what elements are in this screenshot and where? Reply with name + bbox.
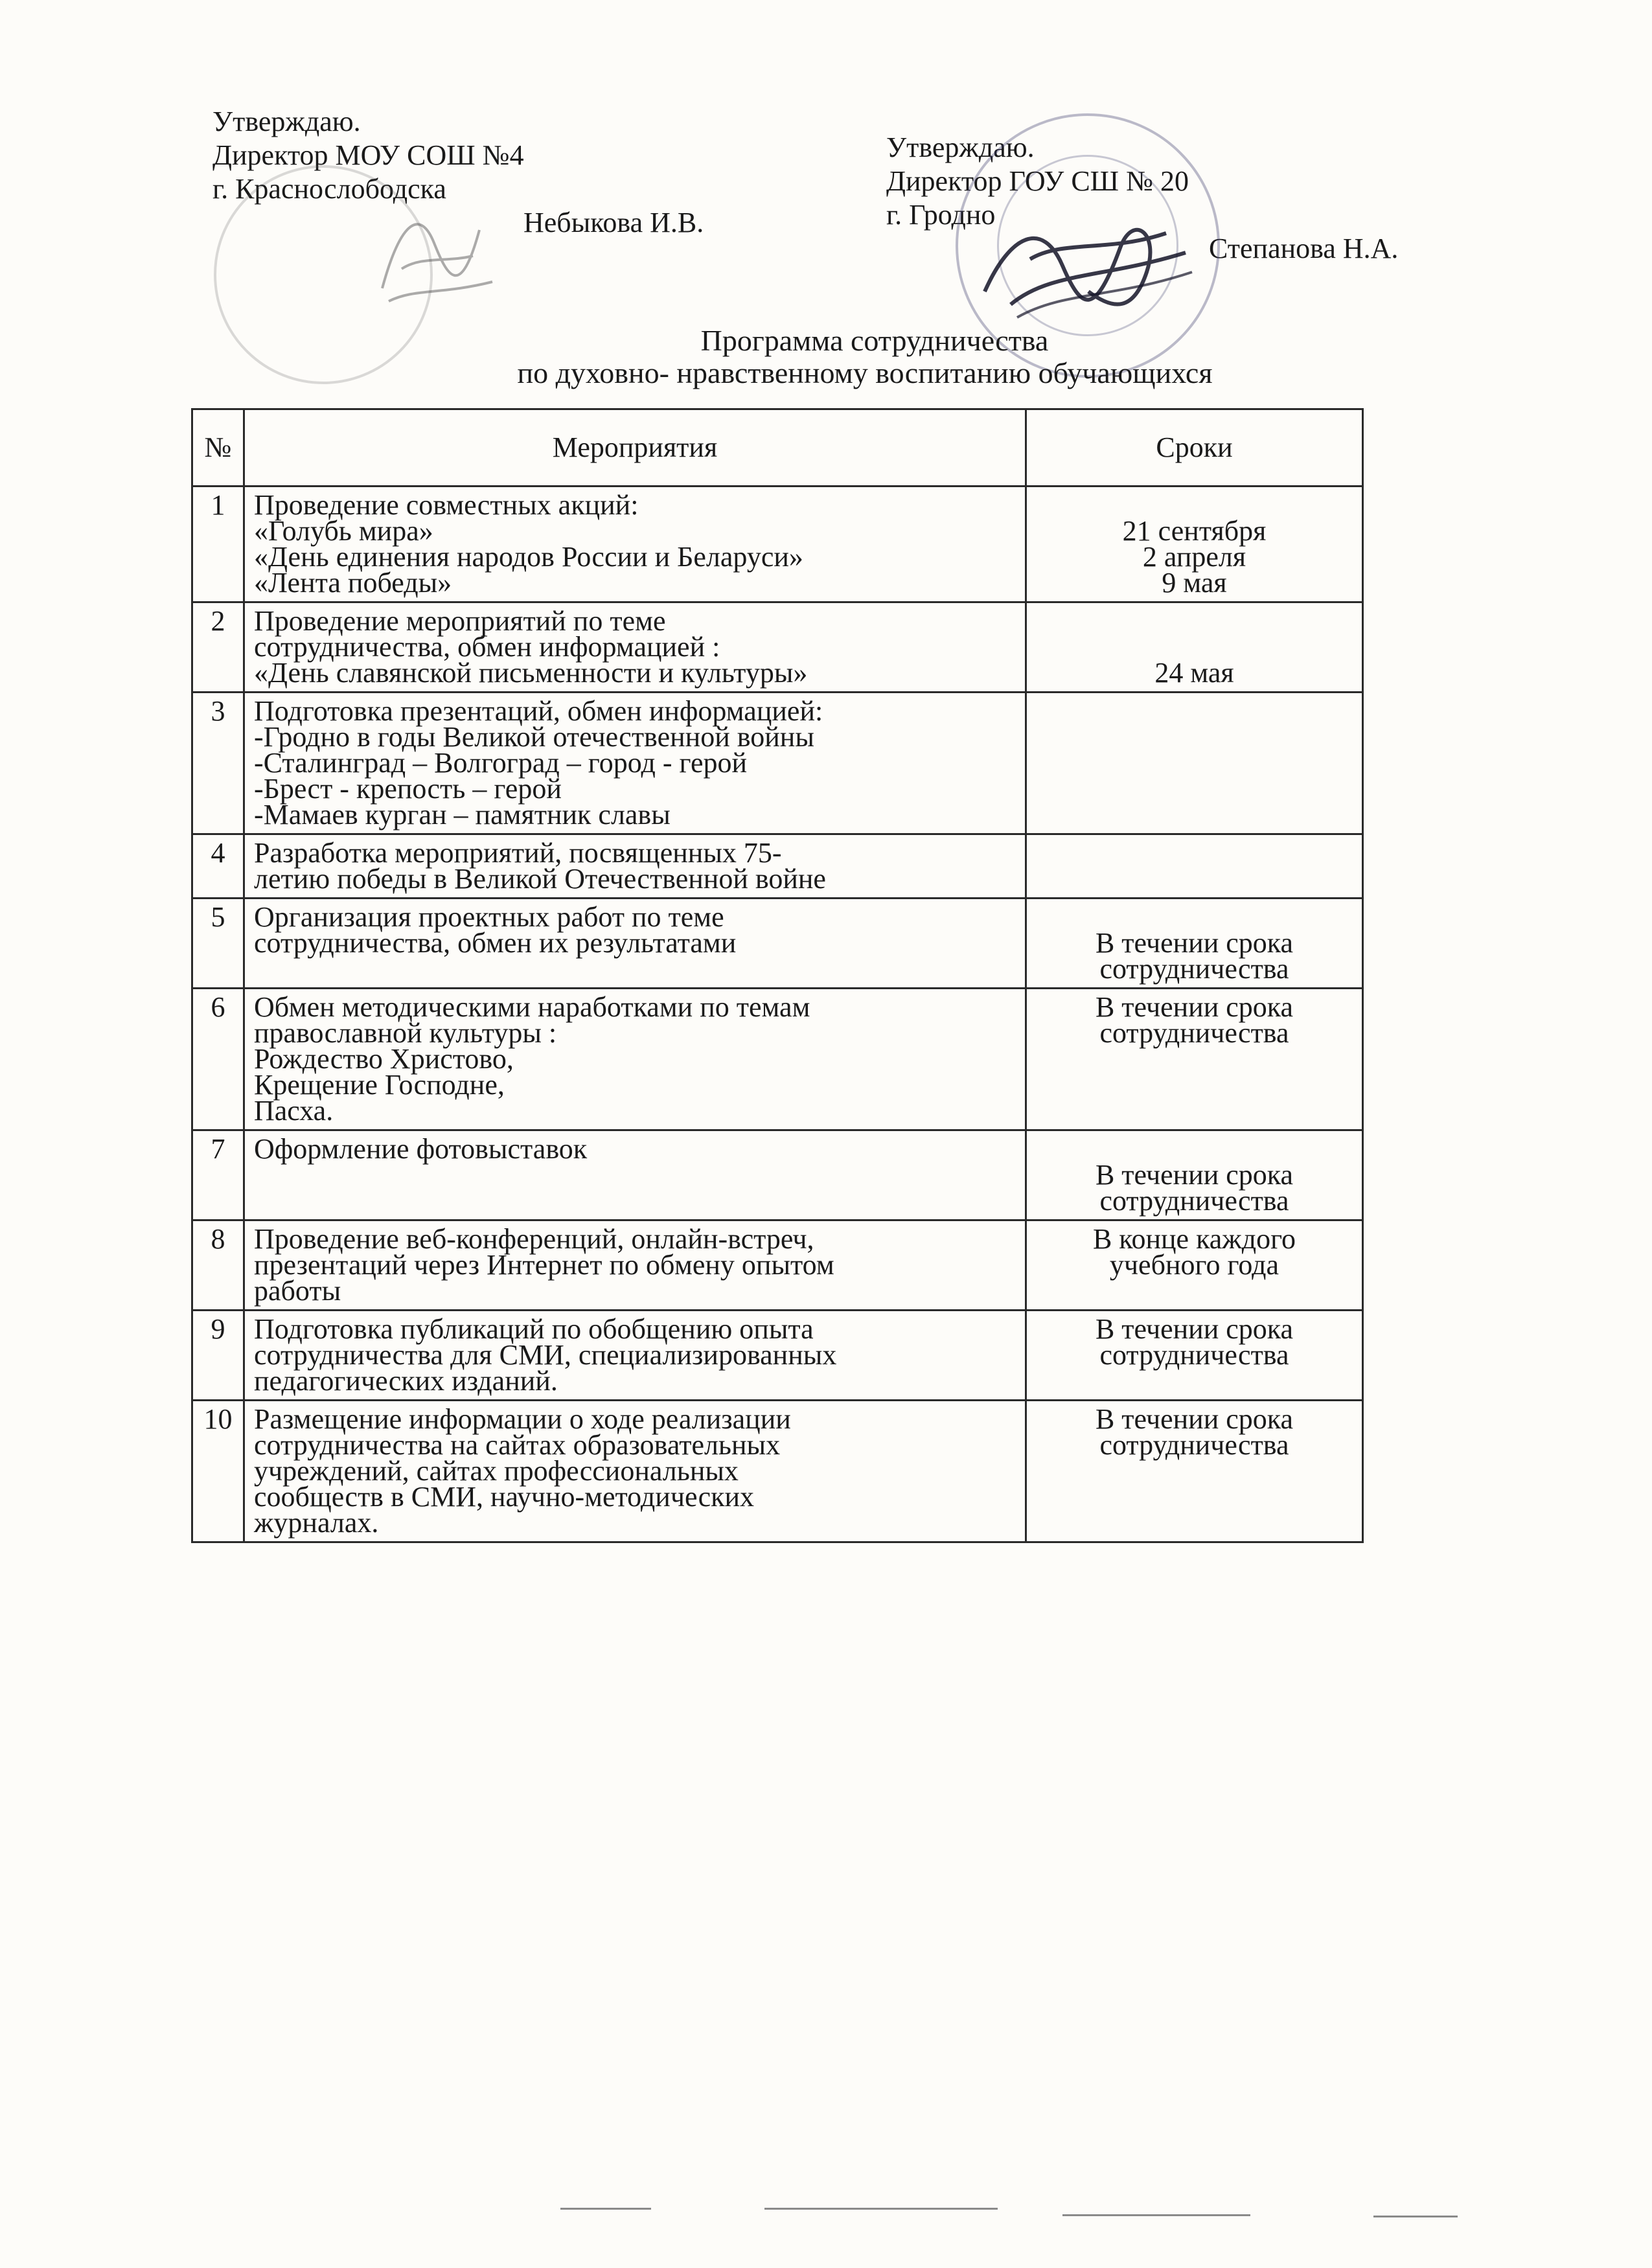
term-line: В течении срока <box>1095 1313 1294 1345</box>
term-cell <box>1026 693 1363 834</box>
row-number: 10 <box>192 1401 244 1542</box>
table-row <box>192 602 1363 693</box>
term-line: 9 мая <box>1162 567 1227 599</box>
table-row <box>192 1220 1363 1311</box>
event-cell <box>244 1130 1026 1220</box>
event-line: Оформление фотовыставок <box>254 1133 588 1165</box>
director-name: Небыкова И.В. <box>523 207 704 238</box>
table-row <box>192 1311 1363 1401</box>
row-number: 3 <box>192 693 244 834</box>
event-line: Крещение Господне, <box>254 1069 505 1101</box>
row-number: 6 <box>192 989 244 1130</box>
table-row <box>192 834 1363 899</box>
event-line: «День славянской письменности и культуры» <box>254 657 808 689</box>
document-subtitle: по духовно- нравственному воспитанию обучающихся <box>517 356 1213 389</box>
term-line: сотрудничества <box>1099 1429 1289 1461</box>
event-line: Пасха. <box>254 1095 334 1127</box>
term-line: 2 апреля <box>1142 541 1246 573</box>
document-title: Программа сотрудничества <box>700 324 1049 357</box>
footer-line <box>1062 2214 1250 2216</box>
event-line: учреждений, сайтах профессиональных <box>254 1455 739 1487</box>
term-line: сотрудничества <box>1099 1339 1289 1371</box>
term-line: В конце каждого <box>1092 1223 1296 1255</box>
event-line: «День единения народов России и Беларуси» <box>254 541 803 573</box>
row-number: 7 <box>192 1130 244 1220</box>
term-line: В течении срока <box>1095 1159 1294 1191</box>
event-line: «Лента победы» <box>254 567 452 599</box>
term-line: учебного года <box>1109 1249 1279 1281</box>
event-line: Обмен методическими наработками по темам <box>254 991 810 1023</box>
event-line: педагогических изданий. <box>254 1365 558 1397</box>
plan-table <box>191 408 1364 1543</box>
term-line: 21 сентября <box>1122 515 1267 547</box>
event-line: сотрудничества, обмен их результатами <box>254 927 737 959</box>
row-number: 4 <box>192 834 244 899</box>
term-line <box>1036 634 1353 660</box>
event-line: Подготовка презентаций, обмен информацией: <box>254 695 823 727</box>
term-cell <box>1026 1220 1363 1311</box>
director-town: г. Краснослободска <box>212 173 446 205</box>
event-line: -Брест - крепость – герой <box>254 773 562 805</box>
table-row <box>192 487 1363 602</box>
row-number: 5 <box>192 899 244 989</box>
event-cell <box>244 899 1026 989</box>
event-line: -Мамаев курган – памятник славы <box>254 799 671 830</box>
table-row <box>192 693 1363 834</box>
event-cell <box>244 1401 1026 1542</box>
event-cell <box>244 1220 1026 1311</box>
term-line: В течении срока <box>1095 927 1294 959</box>
signature-right <box>972 194 1205 343</box>
event-line: Рождество Христово, <box>254 1043 514 1075</box>
event-line: сотрудничества на сайтах образовательных <box>254 1429 781 1461</box>
term-cell <box>1026 487 1363 602</box>
director-position: Директор МОУ СОШ №4 <box>212 139 524 171</box>
event-line: Организация проектных работ по теме <box>254 901 724 933</box>
term-line: сотрудничества <box>1099 1017 1289 1049</box>
event-line: презентаций через Интернет по обмену опытом <box>254 1249 834 1281</box>
director-name: Степанова Н.А. <box>1209 233 1399 264</box>
header-events: Мероприятия <box>244 409 1026 487</box>
header-num: № <box>192 409 244 487</box>
director-town: г. Гродно <box>886 199 996 231</box>
event-line: сотрудничества, обмен информацией : <box>254 631 720 663</box>
table-header-row <box>192 409 1363 487</box>
event-line: Проведение мероприятий по теме <box>254 605 666 637</box>
term-line <box>1036 492 1353 518</box>
event-line: Размещение информации о ходе реализации <box>254 1403 791 1435</box>
event-line: журналах. <box>254 1507 379 1539</box>
event-line: Подготовка публикаций по обобщению опыта <box>254 1313 814 1345</box>
term-line <box>1036 1136 1353 1162</box>
event-line: «Голубь мира» <box>254 515 433 547</box>
event-cell <box>244 487 1026 602</box>
event-line: летию победы в Великой Отечественной войне <box>254 863 826 895</box>
approve-label: Утверждаю. <box>212 106 361 137</box>
term-line <box>1036 904 1353 930</box>
term-line: В течении срока <box>1095 991 1294 1023</box>
footer-line <box>764 2208 998 2210</box>
event-line: Проведение совместных акций: <box>254 489 639 521</box>
term-cell <box>1026 1401 1363 1542</box>
approve-label: Утверждаю. <box>886 132 1035 163</box>
footer-line <box>560 2208 651 2210</box>
table-row <box>192 1401 1363 1542</box>
row-number: 9 <box>192 1311 244 1401</box>
event-cell <box>244 834 1026 899</box>
term-cell <box>1026 602 1363 693</box>
term-cell <box>1026 1311 1363 1401</box>
event-cell <box>244 693 1026 834</box>
director-position: Директор ГОУ СШ № 20 <box>886 165 1189 197</box>
event-line: Проведение веб-конференций, онлайн-встреч, <box>254 1223 814 1255</box>
term-cell <box>1026 1130 1363 1220</box>
event-cell <box>244 602 1026 693</box>
event-line: -Гродно в годы Великой отечественной войны <box>254 721 814 753</box>
table-body <box>192 487 1363 1542</box>
term-cell <box>1026 834 1363 899</box>
event-line: -Сталинград – Волгоград – город - герой <box>254 747 748 779</box>
event-line: православной культуры : <box>254 1017 557 1049</box>
table-row <box>192 1130 1363 1220</box>
term-cell <box>1026 989 1363 1130</box>
table-row <box>192 989 1363 1130</box>
event-line: Разработка мероприятий, посвященных 75- <box>254 837 782 869</box>
term-line: В течении срока <box>1095 1403 1294 1435</box>
event-line: работы <box>254 1275 341 1307</box>
row-number: 1 <box>192 487 244 602</box>
row-number: 8 <box>192 1220 244 1311</box>
event-cell <box>244 1311 1026 1401</box>
event-cell <box>244 989 1026 1130</box>
row-number: 2 <box>192 602 244 693</box>
header-terms: Сроки <box>1026 409 1363 487</box>
term-line: сотрудничества <box>1099 953 1289 985</box>
table-row <box>192 899 1363 989</box>
term-line <box>1036 608 1353 634</box>
signature-left <box>363 191 505 321</box>
term-cell <box>1026 899 1363 989</box>
event-line: сотрудничества для СМИ, специализированных <box>254 1339 837 1371</box>
term-line: сотрудничества <box>1099 1185 1289 1217</box>
term-line: 24 мая <box>1154 657 1234 689</box>
footer-line <box>1373 2216 1458 2217</box>
event-line: сообществ в СМИ, научно-методических <box>254 1481 755 1513</box>
